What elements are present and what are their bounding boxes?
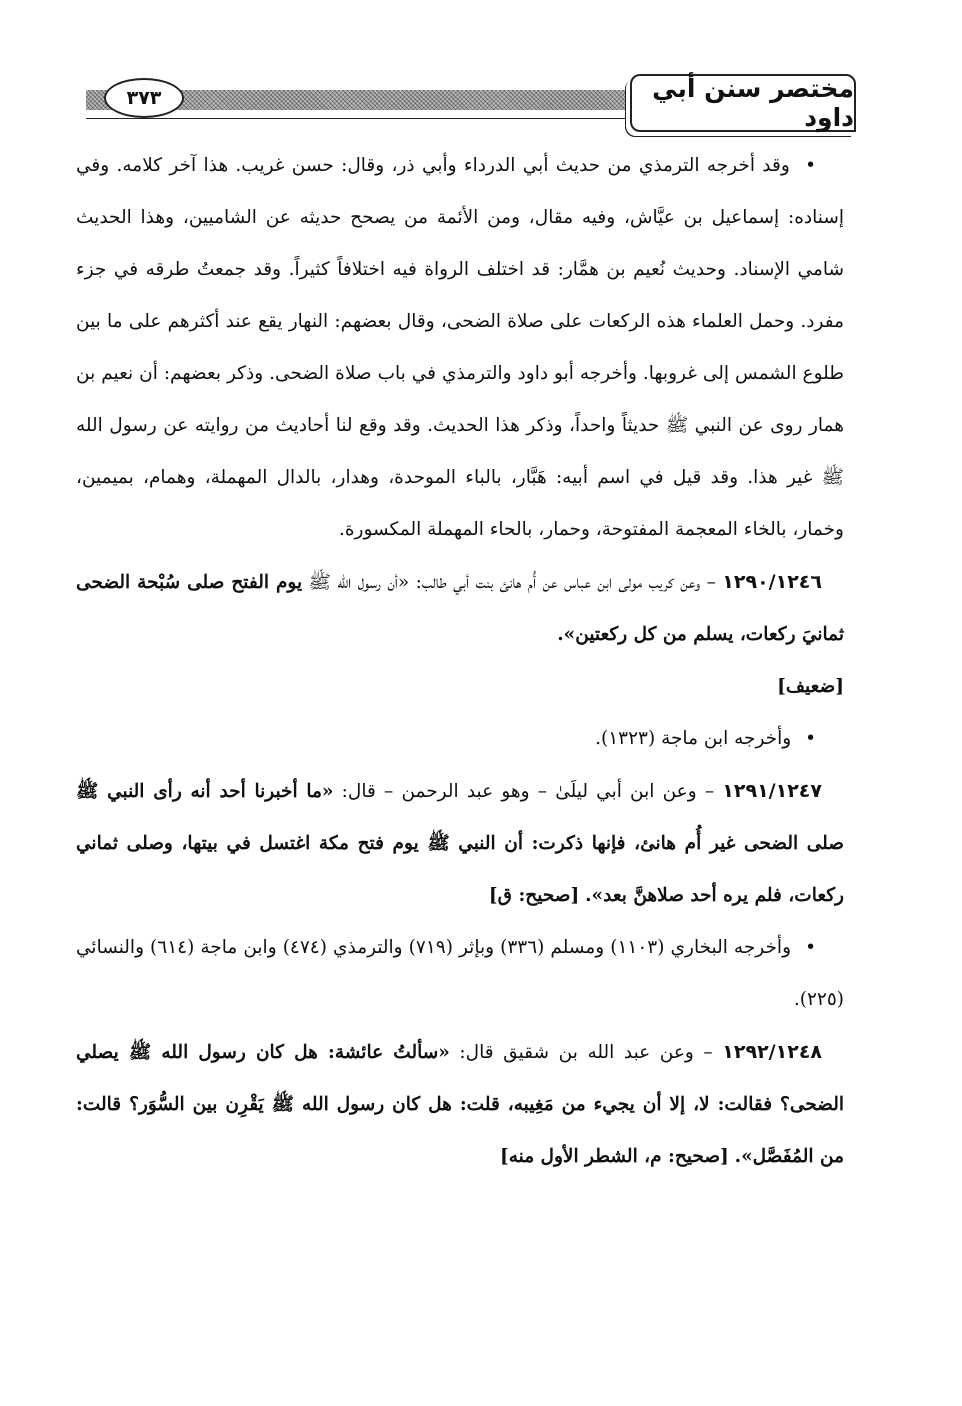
hadith-number: ١٢٩٢/١٢٤٨ [722,1041,823,1063]
hadith-1290 [76,556,844,661]
hadith-matn: «سألتُ عائشة: هل كان رسول الله ﷺ يصلي الضحى؟ فقالت: لا، إلا أن يجيء من مَغِيبه، قلت: هل كان رسول الله ﷺ يَقْرِن بين السُّوَر؟ قالت: من المُفَصَّل». [76,1042,844,1167]
page-number: ٣٧٣ [104,78,184,118]
bullet-marker: • [797,155,817,176]
header-rule [86,118,630,119]
commentary-text: وقد أخرجه الترمذي من حديث أبي الدرداء وأبي ذر، وقال: حسن غريب. هذا آخر كلامه. وفي إسناده: إسماعيل بن عيَّاش، وفيه مقال، ومن الأئمة من يصحح حديثه عن الشاميين، وهذا الحديث شامي الإسناد. وحديث نُعيم بن همَّار: قد اختلف الرواة فيه اختلافاً كثيراً. وقد جمعتُ طرقه في جزء مفرد. وحمل العلماء هذه الركعات على صلاة الضحى، وقال بعضهم: النهار يقع عند أكثرهم على ما بين طلوع الشمس إلى غروبها. وأخرجه أبو داود والترمذي في باب صلاة الضحى. وذكر بعضهم: أن نعيم بن همار روى عن النبي ﷺ حديثاً واحداً، وذكر هذا الحديث. وقد وقع لنا أحاديث من روايته عن رسول الله ﷺ غير هذا. وقد قيل في اسم أبيه: هَبَّار، بالباء الموحدة، وهدار، بالدال المهملة، وهمام، بميمين، وخمار، بالخاء المعجمة المفتوحة، وحمار، بالحاء المهملة المكسورة. [76,155,844,540]
hadith-1291 [76,765,844,922]
hadith-number: ١٢٩١/١٢٤٧ [722,780,822,802]
takhrij-text: وأخرجه ابن ماجة (١٣٢٣). [595,728,792,749]
commentary-paragraph [76,140,844,556]
hadith-isnad: – وعن عبد الله بن شقيق قال: [459,1042,713,1063]
takhrij-note [76,922,844,1026]
takhrij-note [76,713,844,765]
hadith-matn-prefix: رسول الله ﷺ [308,572,382,593]
hadith-grading: [ضعيف] [777,676,844,697]
book-title: مختصر سنن أبي داود [630,74,856,132]
page-body [76,140,844,1183]
hadith-isnad: – وعن ابن أبي ليلَىٰ – وهو عبد الرحمن – قال: [341,781,715,802]
hadith-grading: [صحيح: م، الشطر الأول منه] [499,1146,729,1167]
hadith-grading: [صحيح: ق] [488,885,580,906]
bullet-marker: • [799,728,816,749]
hadith-isnad: – وعن كريب مولى ابن عباس عن أُم هانئ بنت أبي طالب: «أن [387,572,716,593]
bullet-marker: • [799,937,816,958]
running-header [86,74,856,138]
hadith-matn: «ما أخبرنا أحد أنه رأى النبي ﷺ صلى الضحى غير أُم هانئ، فإنها ذكرت: أن النبي ﷺ يوم فتح مكة اغتسل في بيتها، وصلى ثماني ركعات، فلم يره أحد صلاهنَّ بعد». [76,781,844,906]
hadith-number: ١٢٩٠/١٢٤٦ [722,571,822,593]
takhrij-text: وأخرجه البخاري (١١٠٣) ومسلم (٣٣٦) وبإثر (٧١٩) والترمذي (٤٧٤) وابن ماجة (٦١٤) والنسائي (٢٢٥). [76,937,844,1010]
hadith-1292 [76,1026,844,1183]
hadith-matn: يوم الفتح صلى سُبْحة الضحى ثمانيَ ركعات، يسلم من كل ركعتين». [76,572,844,645]
